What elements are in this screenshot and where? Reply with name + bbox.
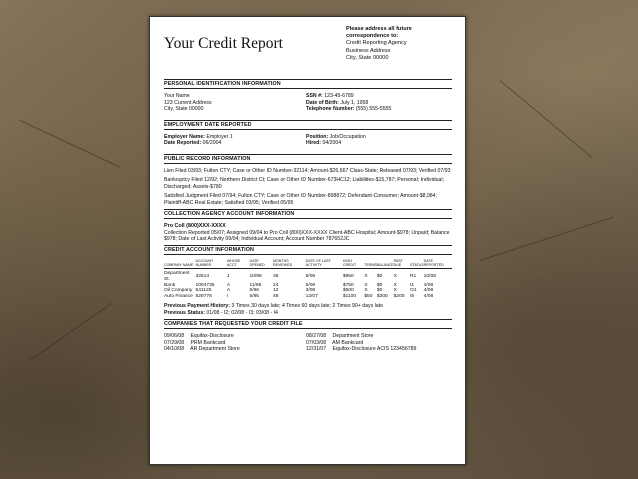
cell: $0 [376, 282, 383, 288]
public-record: Lien Filed 03/93; Fulton CTY; Case or Other ID Number-32114; Amount-$26,667 Class-State; Released 07/93; Verified 07/93 [164, 167, 451, 174]
cell: I1 [410, 282, 415, 288]
hired-value: 04/2004 [322, 140, 342, 147]
inquiry-company: AR Department Store [190, 346, 240, 353]
dob-label: Date of Birth: [306, 99, 339, 106]
cell: X [393, 274, 397, 280]
mailing-line: Credit Reporting Agency [346, 40, 407, 47]
cell: 36 [273, 274, 279, 280]
column-header: STATUS [410, 259, 424, 269]
cell: 541125 [195, 288, 212, 294]
history-label: Previous Payment History: [164, 303, 231, 310]
cell: $750 [342, 282, 354, 288]
cell: 3/08 [305, 288, 316, 294]
cell: $1100 [342, 293, 357, 299]
cell: 10/96 [249, 274, 262, 280]
inquiry-date: 07/29/08 [164, 339, 185, 346]
public-record: Satisfied Judgment Filed 07/94; Fulton CTY; Case or Other ID Number-898872; Defendant-Consumer; Amount-$8,984; Plaintiff-ABC Real Estate; Satisfied 03/95; Verified 05/95 [164, 193, 438, 206]
inquiry-date: 09/06/08 [164, 333, 185, 340]
stone-crack [20, 120, 120, 167]
column-header: ACCOUNT NUMBER [195, 259, 226, 269]
cell: I [226, 293, 229, 299]
cell: $500 [342, 288, 354, 294]
column-header: COMPANY NAME [164, 259, 195, 269]
inquiry-date: 07/03/08 [306, 339, 327, 346]
cell: X [393, 282, 397, 288]
list-item [164, 346, 306, 353]
section-public-records: PUBLIC RECORD INFORMATION [164, 154, 452, 164]
section-inquiries: COMPANIES THAT REQUESTED YOUR CREDIT FILE [164, 319, 452, 329]
stone-crack [500, 80, 593, 158]
inquiry-date: 12/31/07 [306, 346, 327, 353]
cell: Oil Company [164, 288, 193, 294]
collection-details: Collection Reported 05/07; Assigned 09/04 to Pro Coll (800)XXX-XXXX Client-ABC Hospital; Amount-$978; Unpaid; Balance $978; Date of Last Activity 09/04; Individual Account; Account Number 787652JC [164, 229, 450, 242]
list-item [306, 333, 448, 340]
phone-value: (555) 555-5555 [355, 106, 392, 113]
cell: 4/08 [423, 282, 434, 288]
cell: X [364, 282, 368, 288]
cell: A [226, 282, 231, 288]
person-address: 123 Current Address [164, 99, 212, 106]
cell: Auto Finance [164, 293, 193, 299]
section-personal: PERSONAL IDENTIFICATION INFORMATION [164, 79, 452, 89]
cell: 1004735 [195, 282, 215, 288]
report-header [164, 26, 452, 76]
cell: Department St. [164, 271, 190, 282]
stone-crack [30, 303, 112, 361]
list-item [164, 333, 306, 340]
credit-accounts-table [164, 259, 452, 299]
section-collection: COLLECTION AGENCY ACCOUNT INFORMATION [164, 209, 452, 219]
public-record: Bankruptcy Filed 12/92; Northern District Ct; Case or Other ID Number-673HC12; Liabilities-$15,787; Personal; Individual; Discharged; Assets-$780 [164, 177, 444, 190]
position-label: Position: [306, 133, 329, 140]
ssn-value: 123-45-6789 [324, 93, 354, 99]
cell: X [364, 274, 368, 280]
cell: O1 [410, 288, 417, 294]
column-header: DATE REPORTED [424, 259, 452, 269]
column-header: TERMS [364, 259, 377, 269]
section-employment: EMPLOYMENT DATE REPORTED [164, 120, 452, 130]
list-item [306, 340, 448, 347]
cell: 4/08 [423, 288, 434, 294]
cell: 10/08 [423, 274, 436, 280]
cell: R1 [410, 274, 417, 280]
cell: $200 [393, 293, 405, 299]
mailing-address [346, 26, 438, 76]
reported-value: 06/2004 [202, 140, 222, 147]
employment-info [164, 134, 452, 147]
cell: 6/96 [249, 288, 260, 294]
reported-label: Date Reported: [164, 140, 202, 147]
ssn-label: SSN #: [306, 93, 323, 99]
inquiry-company: PRM Bankcard [190, 339, 226, 346]
cell: 12 [273, 288, 279, 294]
stone-crack [480, 217, 613, 261]
cell: A [226, 288, 231, 294]
mailing-line: City, State 00000 [346, 54, 389, 61]
previous-status [164, 310, 452, 316]
column-header: PAST DUE [394, 259, 410, 269]
inquiry-company: AM Bankcard [332, 339, 364, 346]
report-title: Your Credit Report [164, 35, 283, 52]
phone-label: Telephone Number: [306, 106, 355, 113]
cell: 32514 [195, 274, 210, 280]
cell: X [393, 288, 397, 294]
cell: 529778 [195, 293, 212, 299]
column-header: MONTHS REVIEWED [273, 259, 306, 269]
hired-label: Hired: [306, 140, 321, 147]
status-label: Previous Status: [164, 309, 205, 316]
inquiry-date: 04/10/08 [164, 346, 185, 353]
cell: $50 [364, 293, 373, 299]
inquiry-company: Equifax-Disclosure [190, 333, 234, 340]
list-item [164, 340, 306, 347]
collection-agency: Pro Coll (800)XXX-XXXX [164, 223, 226, 229]
employer-value: Employer 1 [206, 133, 233, 140]
person-name: Your Name [164, 93, 190, 99]
mailing-line: Business Address [346, 47, 391, 54]
cell: Bank [164, 282, 176, 288]
cell: X [364, 288, 368, 294]
dob-value: July 1, 1958 [340, 99, 369, 106]
history-value: 3 Times 30 days late; 4 Times 60 days late; 2 Times 90+ days late [231, 303, 384, 310]
list-item [306, 346, 448, 353]
cell: J [226, 274, 230, 280]
column-header: HIGH CREDIT [343, 259, 364, 269]
inquiry-company: Equifax-Disclosure ACIS 123456789 [332, 346, 417, 353]
cell: I5 [410, 293, 415, 299]
cell: $950 [342, 274, 354, 280]
cell: 5/08 [305, 282, 316, 288]
inquiries-list [164, 333, 452, 353]
column-header: WHOSE ACCT. [227, 259, 250, 269]
cell: 4/08 [423, 293, 434, 299]
personal-info [164, 93, 452, 113]
column-header: DATE OF LAST ACTIVITY [306, 259, 343, 269]
cell: $0 [376, 288, 383, 294]
employer-label: Employer Name: [164, 133, 205, 140]
mailing-heading: Please address all future correspondence to: [346, 26, 412, 40]
cell: 11/96 [249, 282, 262, 288]
column-header: BALANCE [377, 259, 394, 269]
column-header: DATE OPENED [249, 259, 273, 269]
cell: $300 [376, 293, 388, 299]
inquiry-date: 08/27/08 [306, 333, 327, 340]
cell: 5/95 [249, 293, 260, 299]
table-row [164, 269, 452, 283]
cell: $0 [376, 274, 383, 280]
table-header-row [164, 259, 452, 269]
cell: 9/08 [305, 274, 316, 280]
credit-report-document [149, 16, 466, 465]
cell: 12/07 [305, 293, 318, 299]
section-credit-accounts: CREDIT ACCOUNT INFORMATION [164, 245, 452, 255]
position-value: Job/Occupation [329, 133, 366, 140]
cell: 48 [273, 293, 279, 299]
person-city: City, State 00000 [164, 106, 204, 113]
cell: 24 [273, 282, 279, 288]
inquiry-company: Department Store [332, 333, 374, 340]
status-value: 01/08 - I2; 02/08 - I3; 03/08 - I4 [206, 309, 278, 316]
